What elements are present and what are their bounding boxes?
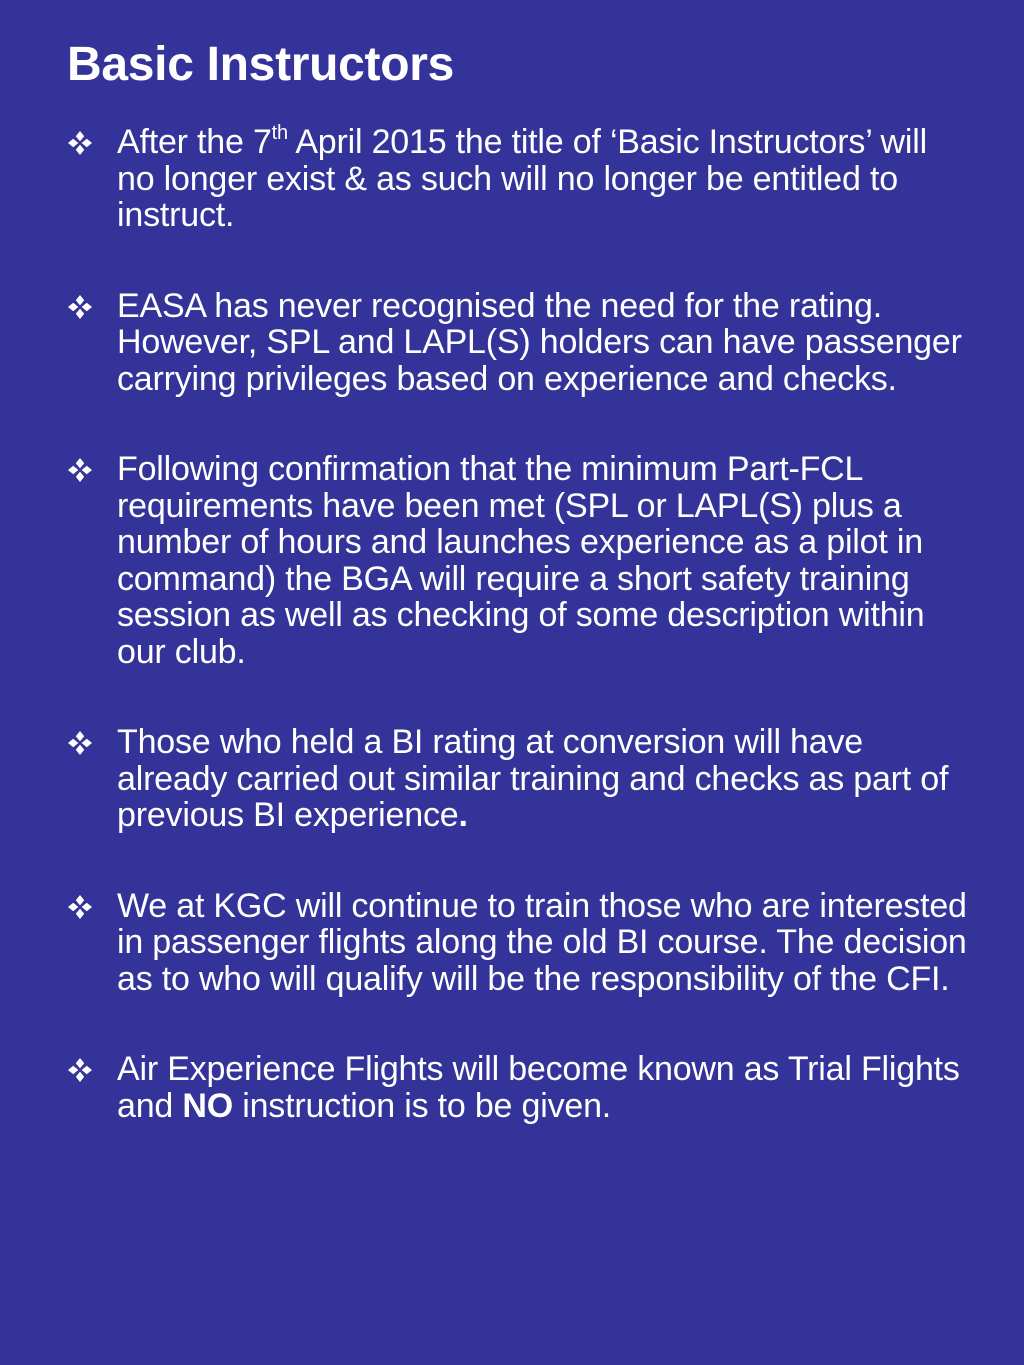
bullet-list [68,124,968,1178]
bullet-text-6b: instruction is to be given. [232,1086,612,1125]
bullet-text-2: EASA has never recognised the need for the rating. However, SPL and LAPL(S) holders can have passenger carrying privileges based on experience and checks. [117,286,962,398]
bullet-text-1a: After the 7 [117,123,272,161]
slide-title: Basic Instructors [67,38,455,91]
bullet-text-3: Following confirmation that the minimum Part-FCL requirements have been met (SPL or LAPL(S) plus a number of hours and launches experience as a pilot in command) the BGA will require a short safety training session as well as checking of some description within our club. [117,450,925,671]
bullet-text-6-bold-no: NO [182,1086,233,1125]
bullet-item [68,124,968,234]
bullet-text-5: We at KGC will continue to train those who are interested in passenger flights along the old BI course. The decision as to who will qualify will be the responsibility of the CFI. [117,886,967,998]
bullet-item [68,724,968,834]
bullet-item [68,888,968,998]
four-diamond-bullet-icon [68,731,92,755]
bullet-text-4-bold-period: . [458,796,468,834]
four-diamond-bullet-icon [68,295,92,319]
bullet-item [68,451,968,670]
bullet-item [68,288,968,398]
bullet-text-1b: April 2015 the title of ‘Basic Instructors’ will no longer exist & as such will no longer be entitled to instruct. [117,123,927,234]
bullet-item [68,1051,968,1124]
four-diamond-bullet-icon [68,458,92,482]
four-diamond-bullet-icon [68,131,92,155]
four-diamond-bullet-icon [68,1058,92,1082]
bullet-text-6a: Air Experience Flights will become known as Trial Flights and [117,1050,960,1125]
four-diamond-bullet-icon [68,895,92,919]
bullet-text-1-superscript: th [271,122,288,144]
bullet-text-4: Those who held a BI rating at conversion will have already carried out similar training and checks as part of previous BI experience [117,723,949,834]
